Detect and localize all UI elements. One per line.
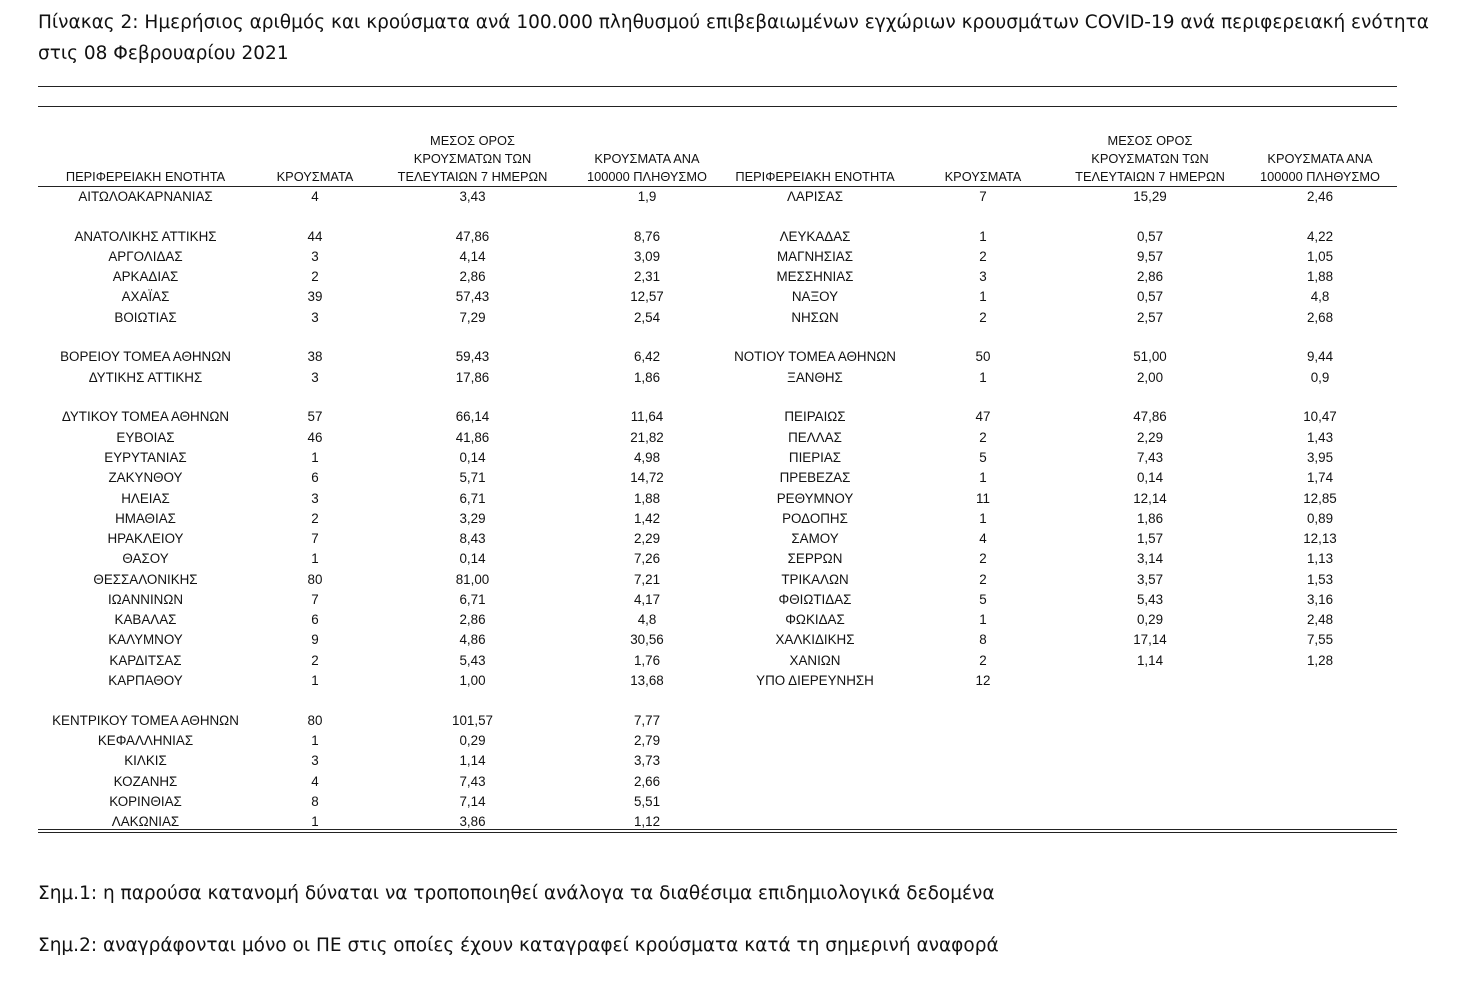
left-cell-per100k: 1,88 (633, 491, 661, 506)
right-cell-cases: 2 (979, 551, 987, 566)
left-cell-avg7: 0,14 (459, 551, 486, 566)
left-cell-cases: 9 (311, 632, 319, 647)
right-cell-cases: 4 (979, 531, 987, 546)
left-cell-avg7: 3,43 (459, 189, 486, 204)
right-cell-per100k: 1,43 (1306, 430, 1334, 445)
left-cell-cases: 80 (307, 572, 323, 587)
left-cell-cases: 2 (311, 269, 319, 284)
right-cell-region: ΤΡΙΚΑΛΩΝ (781, 572, 849, 587)
header-region-right: ΠΕΡΙΦΕΡΕΙΑΚΗ ΕΝΟΤΗΤΑ (735, 169, 895, 184)
right-cell-region: ΛΑΡΙΣΑΣ (786, 189, 843, 204)
right-cell-per100k: 1,74 (1306, 470, 1334, 485)
left-cell-per100k: 7,26 (633, 551, 661, 566)
left-cell-region: ΚΟΖΑΝΗΣ (113, 774, 178, 789)
left-cell-cases: 1 (311, 551, 319, 566)
left-cell-region: ΑΡΚΑΔΙΑΣ (112, 269, 179, 284)
left-cell-avg7: 3,86 (459, 814, 486, 829)
bottom-rule-1 (38, 829, 1397, 830)
left-cell-region: ΖΑΚΥΝΘΟΥ (108, 470, 183, 485)
left-cell-cases: 44 (307, 229, 323, 244)
left-cell-cases: 38 (307, 349, 323, 364)
right-cell-per100k: 10,47 (1303, 409, 1337, 424)
right-cell-cases: 12 (975, 673, 991, 688)
header-per100k-line2: 100000 ΠΛΗΘΥΣΜΟ (587, 169, 707, 184)
right-cell-cases: 47 (975, 409, 991, 424)
right-cell-per100k: 1,05 (1306, 249, 1334, 264)
left-cell-per100k: 12,57 (630, 289, 664, 304)
left-cell-region: ΑΡΓΟΛΙΔΑΣ (108, 249, 183, 264)
right-cell-region: ΠΡΕΒΕΖΑΣ (779, 470, 851, 485)
left-cell-per100k: 4,17 (633, 592, 661, 607)
left-cell-region: ΚΕΝΤΡΙΚΟΥ ΤΟΜΕΑ ΑΘΗΝΩΝ (52, 713, 239, 728)
right-cell-cases: 2 (979, 249, 987, 264)
header-avg-line1-right: ΜΕΣΟΣ ΟΡΟΣ (1107, 133, 1193, 148)
right-cell-avg7: 51,00 (1133, 349, 1167, 364)
left-cell-per100k: 11,64 (630, 409, 664, 424)
right-cell-cases: 1 (979, 511, 987, 526)
right-cell-per100k: 9,44 (1306, 349, 1334, 364)
left-cell-avg7: 0,29 (459, 733, 486, 748)
right-cell-per100k: 0,89 (1306, 511, 1334, 526)
right-cell-avg7: 5,43 (1136, 592, 1164, 607)
right-cell-cases: 1 (979, 229, 987, 244)
right-cell-avg7: 2,86 (1136, 269, 1164, 284)
left-cell-per100k: 30,56 (630, 632, 664, 647)
left-cell-region: ΗΡΑΚΛΕΙΟΥ (107, 531, 184, 546)
header-region: ΠΕΡΙΦΕΡΕΙΑΚΗ ΕΝΟΤΗΤΑ (65, 169, 226, 184)
top-rule-2 (38, 106, 1397, 107)
right-cell-region: ΦΩΚΙΔΑΣ (785, 612, 845, 627)
left-cell-per100k: 6,42 (633, 349, 661, 364)
left-cell-per100k: 4,8 (637, 612, 657, 627)
right-cell-region: ΞΑΝΘΗΣ (787, 370, 843, 385)
right-cell-cases: 1 (979, 370, 987, 385)
header-avg-line1: ΜΕΣΟΣ ΟΡΟΣ (430, 133, 515, 148)
left-cell-avg7: 1,00 (459, 673, 486, 688)
right-cell-region: ΝΗΣΩΝ (791, 310, 839, 325)
left-cell-per100k: 2,66 (633, 774, 661, 789)
left-cell-cases: 39 (307, 289, 323, 304)
left-cell-per100k: 4,98 (633, 450, 661, 465)
right-cell-per100k: 1,28 (1306, 653, 1334, 668)
header-avg-line2-right: ΚΡΟΥΣΜΑΤΩΝ ΤΩΝ (1091, 151, 1209, 166)
header-avg-line3-right: ΤΕΛΕΥΤΑΙΩΝ 7 ΗΜΕΡΩΝ (1075, 169, 1225, 184)
left-cell-cases: 3 (311, 491, 319, 506)
right-cell-per100k: 12,85 (1303, 491, 1337, 506)
left-cell-per100k: 3,73 (633, 753, 661, 768)
right-cell-avg7: 0,57 (1136, 229, 1164, 244)
right-cell-region: ΧΑΛΚΙΔΙΚΗΣ (775, 632, 855, 647)
right-cell-per100k: 1,13 (1306, 551, 1334, 566)
left-cell-per100k: 1,42 (633, 511, 661, 526)
left-cell-region: ΘΕΣΣΑΛΟΝΙΚΗΣ (93, 572, 198, 587)
left-cell-per100k: 2,54 (633, 310, 661, 325)
left-cell-avg7: 4,86 (459, 632, 486, 647)
left-cell-region: ΗΛΕΙΑΣ (121, 491, 170, 506)
left-cell-avg7: 7,14 (459, 794, 486, 809)
left-cell-region: ΚΑΡΠΑΘΟΥ (108, 673, 183, 688)
left-cell-avg7: 6,71 (459, 491, 486, 506)
left-cell-region: ΚΕΦΑΛΛΗΝΙΑΣ (97, 733, 194, 748)
left-cell-region: ΘΑΣΟΥ (122, 551, 169, 566)
left-cell-avg7: 6,71 (459, 592, 486, 607)
left-cell-per100k: 7,21 (633, 572, 661, 587)
left-cell-per100k: 1,86 (633, 370, 661, 385)
right-cell-avg7: 2,00 (1136, 370, 1164, 385)
left-cell-avg7: 3,29 (459, 511, 486, 526)
right-cell-cases: 5 (979, 592, 987, 607)
right-cell-region: ΝΟΤΙΟΥ ΤΟΜΕΑ ΑΘΗΝΩΝ (734, 349, 896, 364)
left-cell-avg7: 8,43 (459, 531, 486, 546)
right-cell-region: ΝΑΞΟΥ (791, 289, 839, 304)
header-rule (38, 186, 1397, 187)
top-rule-1 (38, 86, 1397, 87)
header-avg-line3: ΤΕΛΕΥΤΑΙΩΝ 7 ΗΜΕΡΩΝ (397, 169, 548, 184)
left-cell-region: ΔΥΤΙΚΗΣ ΑΤΤΙΚΗΣ (88, 370, 203, 385)
left-cell-cases: 7 (311, 531, 319, 546)
left-cell-cases: 1 (311, 814, 319, 829)
left-cell-cases: 2 (311, 511, 319, 526)
left-cell-per100k: 1,12 (633, 814, 661, 829)
left-cell-cases: 46 (307, 430, 323, 445)
right-cell-region: ΛΕΥΚΑΔΑΣ (779, 229, 851, 244)
right-cell-region: ΡΕΘΥΜΝΟΥ (776, 491, 854, 506)
right-cell-avg7: 2,57 (1136, 310, 1164, 325)
left-cell-per100k: 3,09 (633, 249, 661, 264)
left-cell-cases: 4 (311, 189, 319, 204)
right-cell-region: ΧΑΝΙΩΝ (789, 653, 841, 668)
left-cell-cases: 3 (311, 370, 319, 385)
right-cell-cases: 50 (975, 349, 991, 364)
right-cell-avg7: 15,29 (1133, 189, 1167, 204)
left-cell-region: ΒΟΡΕΙΟΥ ΤΟΜΕΑ ΑΘΗΝΩΝ (60, 349, 231, 364)
right-cell-per100k: 1,88 (1306, 269, 1334, 284)
left-cell-cases: 6 (311, 612, 319, 627)
header-cases: ΚΡΟΥΣΜΑΤΑ (276, 169, 354, 184)
right-cell-cases: 3 (979, 269, 987, 284)
right-cell-region: ΡΟΔΟΠΗΣ (782, 511, 848, 526)
left-cell-avg7: 101,57 (452, 713, 493, 728)
left-cell-per100k: 2,31 (633, 269, 661, 284)
right-cell-avg7: 3,57 (1136, 572, 1164, 587)
left-cell-cases: 3 (311, 249, 319, 264)
right-cell-avg7: 17,14 (1133, 632, 1167, 647)
right-cell-per100k: 0,9 (1310, 370, 1330, 385)
right-cell-per100k: 7,55 (1306, 632, 1334, 647)
right-cell-avg7: 0,57 (1136, 289, 1164, 304)
left-cell-cases: 80 (307, 713, 323, 728)
left-cell-region: ΑΝΑΤΟΛΙΚΗΣ ΑΤΤΙΚΗΣ (74, 229, 217, 244)
left-cell-per100k: 2,79 (633, 733, 661, 748)
note-1: Σημ.1: η παρούσα κατανομή δύναται να τροποποιηθεί ανάλογα τα διαθέσιμα επιδημιολογικά δεδομένα (38, 883, 995, 904)
left-cell-cases: 6 (311, 470, 319, 485)
right-cell-avg7: 2,29 (1136, 430, 1164, 445)
left-cell-avg7: 5,71 (459, 470, 486, 485)
left-cell-per100k: 8,76 (633, 229, 661, 244)
right-cell-avg7: 0,29 (1136, 612, 1164, 627)
left-cell-region: ΑΧΑΪΑΣ (121, 289, 170, 304)
right-cell-cases: 1 (979, 289, 987, 304)
right-cell-region: ΜΕΣΣΗΝΙΑΣ (776, 269, 854, 284)
note-2: Σημ.2: αναγράφονται μόνο οι ΠΕ στις οποίες έχουν καταγραφεί κρούσματα κατά τη σημερινή αναφορά (38, 935, 999, 956)
right-cell-per100k: 1,53 (1306, 572, 1334, 587)
right-cell-cases: 2 (979, 653, 987, 668)
right-cell-avg7: 47,86 (1133, 409, 1167, 424)
left-cell-per100k: 1,9 (637, 189, 657, 204)
left-cell-region: ΕΥΒΟΙΑΣ (116, 430, 175, 445)
left-cell-avg7: 57,43 (455, 289, 490, 304)
left-cell-cases: 1 (311, 450, 319, 465)
right-cell-cases: 1 (979, 612, 987, 627)
right-cell-avg7: 9,57 (1136, 249, 1164, 264)
left-cell-region: ΑΙΤΩΛΟΑΚΑΡΝΑΝΙΑΣ (78, 189, 213, 204)
left-cell-cases: 3 (311, 753, 319, 768)
left-cell-cases: 1 (311, 673, 319, 688)
left-cell-region: ΔΥΤΙΚΟΥ ΤΟΜΕΑ ΑΘΗΝΩΝ (61, 409, 230, 424)
left-cell-cases: 2 (311, 653, 319, 668)
left-cell-cases: 57 (307, 409, 323, 424)
left-cell-region: ΙΩΑΝΝΙΝΩΝ (107, 592, 184, 607)
left-cell-region: ΚΑΒΑΛΑΣ (114, 612, 177, 627)
left-cell-region: ΗΜΑΘΙΑΣ (115, 511, 176, 526)
left-cell-avg7: 2,86 (459, 269, 486, 284)
right-cell-avg7: 1,86 (1136, 511, 1164, 526)
left-cell-region: ΚΑΛΥΜΝΟΥ (108, 632, 183, 647)
right-cell-region: ΦΘΙΩΤΙΔΑΣ (778, 592, 852, 607)
right-cell-avg7: 3,14 (1136, 551, 1164, 566)
left-cell-per100k: 13,68 (630, 673, 664, 688)
right-cell-region: ΜΑΓΝΗΣΙΑΣ (776, 249, 853, 264)
right-cell-cases: 11 (976, 491, 990, 506)
right-cell-cases: 1 (979, 470, 987, 485)
right-cell-avg7: 1,14 (1136, 653, 1164, 668)
left-cell-per100k: 14,72 (630, 470, 664, 485)
left-cell-avg7: 0,14 (459, 450, 486, 465)
right-cell-per100k: 2,46 (1306, 189, 1334, 204)
left-cell-cases: 4 (311, 774, 319, 789)
right-cell-per100k: 2,48 (1306, 612, 1334, 627)
left-cell-cases: 8 (311, 794, 319, 809)
right-cell-region: ΣΕΡΡΩΝ (787, 551, 843, 566)
left-cell-per100k: 7,77 (633, 713, 661, 728)
left-cell-region: ΚΙΛΚΙΣ (124, 753, 167, 768)
right-cell-cases: 2 (979, 430, 987, 445)
right-cell-region: ΠΕΛΛΑΣ (788, 430, 842, 445)
left-cell-cases: 1 (311, 733, 319, 748)
right-cell-cases: 8 (979, 632, 987, 647)
left-cell-region: ΚΟΡΙΝΘΙΑΣ (109, 794, 182, 809)
header-per100k-line2-right: 100000 ΠΛΗΘΥΣΜΟ (1260, 169, 1380, 184)
bottom-rule-2 (38, 832, 1397, 833)
left-cell-region: ΕΥΡΥΤΑΝΙΑΣ (104, 450, 187, 465)
left-cell-avg7: 41,86 (455, 430, 490, 445)
left-cell-avg7: 2,86 (459, 612, 486, 627)
left-cell-per100k: 2,29 (633, 531, 661, 546)
right-cell-region: ΠΕΙΡΑΙΩΣ (784, 409, 846, 424)
left-cell-avg7: 47,86 (455, 229, 490, 244)
right-cell-cases: 2 (979, 572, 987, 587)
left-cell-cases: 3 (311, 310, 319, 325)
right-cell-cases: 5 (979, 450, 987, 465)
table-caption: Πίνακας 2: Ημερήσιος αριθμός και κρούσματα ανά 100.000 πληθυσμού επιβεβαιωμένων εγχώριων κρουσμάτων COVID-19 ανά περιφερειακή ενότητα στις 08 Φεβρουαρίου 2021 (38, 12, 1429, 64)
right-cell-cases: 2 (979, 310, 987, 325)
left-cell-cases: 7 (311, 592, 319, 607)
left-cell-region: ΚΑΡΔΙΤΣΑΣ (109, 653, 182, 668)
right-cell-avg7: 7,43 (1136, 450, 1164, 465)
right-cell-per100k: 12,13 (1303, 531, 1337, 546)
right-cell-avg7: 12,14 (1133, 491, 1167, 506)
left-cell-avg7: 1,14 (459, 753, 486, 768)
right-cell-region: ΥΠΟ ΔΙΕΡΕΥΝΗΣΗ (756, 673, 874, 688)
left-cell-region: ΒΟΙΩΤΙΑΣ (114, 310, 177, 325)
right-cell-per100k: 4,22 (1306, 229, 1334, 244)
left-cell-avg7: 81,00 (455, 572, 490, 587)
left-cell-avg7: 17,86 (455, 370, 490, 385)
right-cell-avg7: 1,57 (1136, 531, 1164, 546)
right-cell-region: ΠΙΕΡΙΑΣ (788, 450, 842, 465)
header-per100k-line1: ΚΡΟΥΣΜΑΤΑ ΑΝΑ (594, 151, 700, 166)
left-cell-avg7: 66,14 (455, 409, 490, 424)
left-cell-per100k: 1,76 (633, 653, 661, 668)
right-cell-per100k: 4,8 (1310, 289, 1330, 304)
left-cell-region: ΛΑΚΩΝΙΑΣ (111, 814, 180, 829)
left-cell-avg7: 5,43 (459, 653, 486, 668)
left-cell-avg7: 7,43 (459, 774, 486, 789)
right-cell-per100k: 3,16 (1306, 592, 1334, 607)
header-avg-line2: ΚΡΟΥΣΜΑΤΩΝ ΤΩΝ (413, 151, 532, 166)
right-cell-avg7: 0,14 (1136, 470, 1164, 485)
right-cell-cases: 7 (979, 189, 987, 204)
left-cell-per100k: 5,51 (633, 794, 661, 809)
left-cell-avg7: 7,29 (459, 310, 486, 325)
header-cases-right: ΚΡΟΥΣΜΑΤΑ (944, 169, 1022, 184)
right-cell-per100k: 2,68 (1306, 310, 1334, 325)
header-per100k-line1-right: ΚΡΟΥΣΜΑΤΑ ΑΝΑ (1267, 151, 1373, 166)
right-cell-region: ΣΑΜΟΥ (791, 531, 839, 546)
left-cell-avg7: 4,14 (459, 249, 486, 264)
right-cell-per100k: 3,95 (1306, 450, 1334, 465)
left-cell-avg7: 59,43 (455, 349, 490, 364)
left-cell-per100k: 21,82 (630, 430, 664, 445)
